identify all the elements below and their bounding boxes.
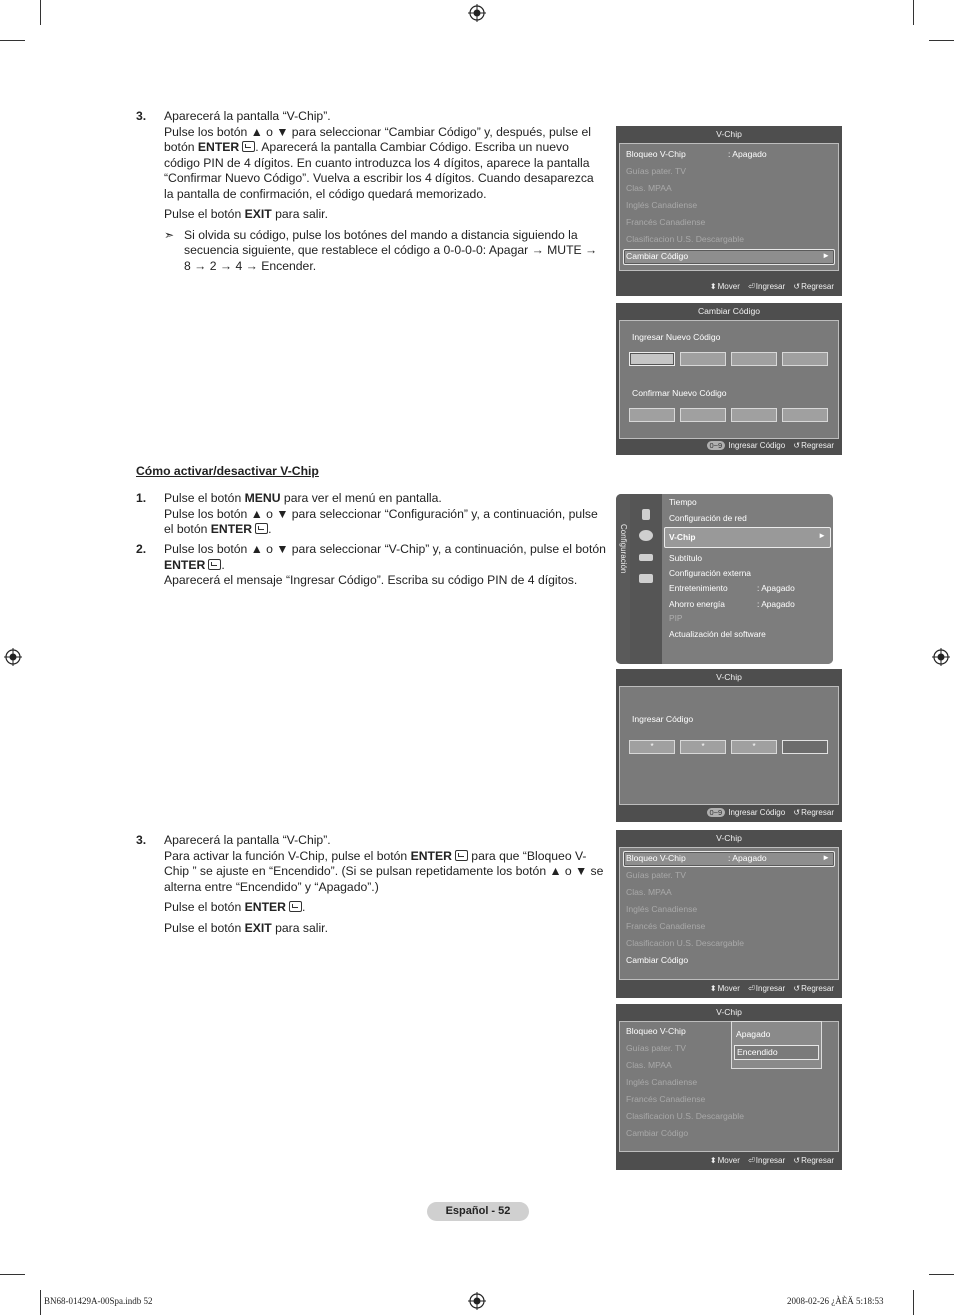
step-text: Pulse el botón MENU para ver el menú en pantalla. (164, 491, 442, 505)
osd-item: Cambiar Código (626, 955, 689, 965)
osd-change-code-screen (616, 303, 842, 455)
menu-item-selected: V-Chip (669, 532, 696, 542)
note: ➣ Si olvida su código, pulse los botónes del mando a distancia siguiendo la secuencia siguiente, que restablece el código a 0-0-0-0: Apagar → MUTE → 8 → 2 → 4 → Encender. (164, 227, 598, 273)
crop-mark (929, 1274, 954, 1275)
return-icon: ↺ (793, 1156, 801, 1165)
confirm-code-label: Confirmar Nuevo Código (632, 388, 727, 398)
menu-icon-column (630, 494, 662, 664)
osd-item: Clasificacion U.S. Descargable (626, 234, 744, 244)
step-text: Aparecerá la pantalla “V-Chip”. (164, 109, 331, 123)
osd-item-selected: Bloqueo V-Chip : Apagado (626, 853, 767, 863)
menu-item: Ahorro energía : Apagado (669, 599, 795, 609)
support-icon (639, 574, 653, 583)
enter-code-label: Ingresar Código (632, 714, 694, 724)
step-text: Para activar la función V-Chip, pulse el botón ENTER para que “Bloqueo V-Chip ” se ajuste en “Encendido”. (Si se pulsan repetidamente los botón ▲ o ▼ se alterna entre “Encendido” y “Apagado”.) (164, 848, 604, 894)
crop-mark (0, 40, 25, 41)
crop-mark (913, 1290, 914, 1315)
enter-icon (255, 523, 268, 534)
osd-enter-code-screen (616, 669, 842, 822)
pin-digit-box: * (680, 740, 726, 754)
enter-icon (455, 850, 468, 861)
enter-icon: ⏎ (748, 1156, 755, 1165)
pin-digit-box: * (731, 740, 777, 754)
osd-title: V-Chip (716, 833, 742, 843)
menu-item: Actualización del software (669, 629, 766, 639)
pin-digit-box (731, 352, 777, 366)
osd-footer: ⬍Mover ⏎Ingresar ↺Regresar (709, 984, 834, 993)
pin-digit-box: * (629, 740, 675, 754)
return-icon: ↺ (793, 282, 801, 291)
pin-digit-box (782, 408, 828, 422)
osd-item: Bloqueo V-Chip (626, 1026, 686, 1036)
osd-vchip-screen (616, 830, 842, 998)
pin-digit-box (629, 352, 675, 366)
return-icon: ↺ (793, 441, 801, 450)
menu-category-label: Configuración (619, 524, 628, 574)
step-text: Aparecerá el mensaje “Ingresar Código”. Escriba su código PIN de 4 dígitos. (164, 573, 578, 587)
osd-title: Cambiar Código (697, 306, 761, 316)
osd-footer: 0~9 Ingresar Código ↺Regresar (616, 440, 842, 452)
return-icon: ↺ (793, 808, 801, 817)
osd-title: V-Chip (716, 129, 742, 139)
step-text: Pulse los botón ▲ o ▼ para seleccionar “Cambiar Código” y, después, pulse el botón ENTER . Aparecerá la pantalla Cambiar Código. Escriba un nuevo código PIN de 4 dígitos. En cuanto introduzca los 4 dígitos, aparece la pantalla “Confirmar Nuevo Código”. Vuelva a escribir los 4 dígitos. Cuando desaparezca la pantalla de confirmación, el código quedará memorizado. (164, 124, 594, 201)
osd-item: Inglés Canadiense (626, 1077, 698, 1087)
registration-mark-icon (468, 1292, 486, 1310)
dropdown-list (731, 1021, 822, 1069)
move-icon: ⬍ (709, 984, 717, 993)
osd-item-selected: Cambiar Código (626, 251, 689, 261)
crop-mark (40, 1290, 41, 1315)
move-icon: ⬍ (709, 282, 717, 291)
move-icon: ⬍ (709, 1156, 717, 1165)
osd-footer: 0~9 Ingresar Código ↺Regresar (616, 807, 842, 819)
osd-item: Francés Canadiense (626, 1094, 706, 1104)
menu-item: Tiempo (669, 497, 697, 507)
osd-item: Francés Canadiense (626, 921, 706, 931)
crop-mark (929, 40, 954, 41)
arrow-right-icon: ► (822, 251, 830, 260)
osd-item: Bloqueo V-Chip : Apagado (626, 149, 767, 159)
step-text: Pulse el botón EXIT para salir. (164, 207, 328, 221)
step-number: 1. (136, 491, 147, 505)
step-number: 2. (136, 542, 147, 556)
osd-item: Guías pater. TV (626, 166, 687, 176)
pin-digit-box (629, 408, 675, 422)
step-text: Pulse el botón ENTER . (164, 900, 306, 914)
crop-mark (40, 0, 41, 25)
osd-item: Guías pater. TV (626, 1043, 687, 1053)
menu-item: PIP (669, 613, 683, 623)
osd-footer: ⬍Mover ⏎Ingresar ↺Regresar (709, 1156, 834, 1165)
enter-icon (208, 559, 221, 570)
new-code-label: Ingresar Nuevo Código (632, 332, 721, 342)
menu-item-list (662, 494, 833, 664)
enter-icon (289, 901, 302, 912)
osd-item: Clasificacion U.S. Descargable (626, 1111, 744, 1121)
step-number: 3. (136, 109, 147, 123)
registration-mark-icon (4, 648, 22, 666)
pin-digit-box (782, 352, 828, 366)
return-icon: ↺ (793, 984, 801, 993)
arrow-right-icon: ► (822, 853, 830, 862)
osd-title: V-Chip (716, 672, 742, 682)
print-footer-date: 2008-02-26 ¿ÀÈÄ 5:18:53 (787, 1296, 884, 1306)
menu-item: Configuración de red (669, 513, 747, 523)
osd-item: Guías pater. TV (626, 870, 687, 880)
osd-item: Inglés Canadiense (626, 904, 698, 914)
osd-item: Clasificacion U.S. Descargable (626, 938, 744, 948)
menu-side-strip (616, 494, 630, 664)
menu-item: Subtítulo (669, 553, 703, 563)
osd-vchip-dropdown-screen (616, 1004, 842, 1170)
registration-mark-icon (932, 648, 950, 666)
page-number-badge: Español - 52 (427, 1202, 529, 1221)
crop-mark (0, 1274, 25, 1275)
pin-digit-box (731, 408, 777, 422)
pin-digit-box (680, 352, 726, 366)
osd-vchip-screen (616, 126, 842, 296)
pin-digit-box (680, 408, 726, 422)
picture-icon (642, 509, 650, 520)
menu-item: Entretenimiento : Apagado (669, 583, 795, 593)
osd-item: Cambiar Código (626, 1128, 689, 1138)
arrow-right-icon: ► (818, 531, 826, 540)
registration-mark-icon (468, 4, 486, 22)
step-text: Aparecerá la pantalla “V-Chip”. (164, 833, 331, 847)
input-icon (639, 554, 653, 561)
keypad-icon: 0~9 (707, 441, 726, 450)
dropdown-option-selected: Encendido (734, 1045, 819, 1060)
note-arrow-icon: ➣ (164, 227, 175, 242)
print-footer-file: BN68-01429A-00Spa.indb 52 (44, 1296, 153, 1306)
step-text: Pulse el botón EXIT para salir. (164, 920, 328, 935)
enter-icon: ⏎ (748, 984, 755, 993)
menu-item: Configuración externa (669, 568, 751, 578)
crop-mark (913, 0, 914, 25)
osd-settings-menu (616, 494, 833, 664)
osd-item: Clas. MPAA (626, 887, 672, 897)
keypad-icon: 0~9 (707, 808, 726, 817)
gear-icon (639, 530, 653, 541)
osd-item: Clas. MPAA (626, 1060, 672, 1070)
enter-icon (242, 141, 255, 152)
dropdown-option: Apagado (736, 1029, 771, 1039)
step-number: 3. (136, 833, 147, 847)
enter-icon: ⏎ (748, 282, 755, 291)
pin-digit-box (782, 740, 828, 754)
osd-item: Inglés Canadiense (626, 200, 698, 210)
step-text: Pulse los botón ▲ o ▼ para seleccionar “V-Chip” y, a continuación, pulse el botón ENTER . (164, 542, 606, 572)
osd-item: Francés Canadiense (626, 217, 706, 227)
step-text: Pulse los botón ▲ o ▼ para seleccionar “Configuración” y, a continuación, pulse el botón ENTER . (164, 506, 598, 536)
osd-title: V-Chip (716, 1007, 742, 1017)
section-title: Cómo activar/desactivar V-Chip (136, 464, 319, 478)
osd-footer: ⬍Mover ⏎Ingresar ↺Regresar (709, 282, 834, 291)
osd-item: Clas. MPAA (626, 183, 672, 193)
